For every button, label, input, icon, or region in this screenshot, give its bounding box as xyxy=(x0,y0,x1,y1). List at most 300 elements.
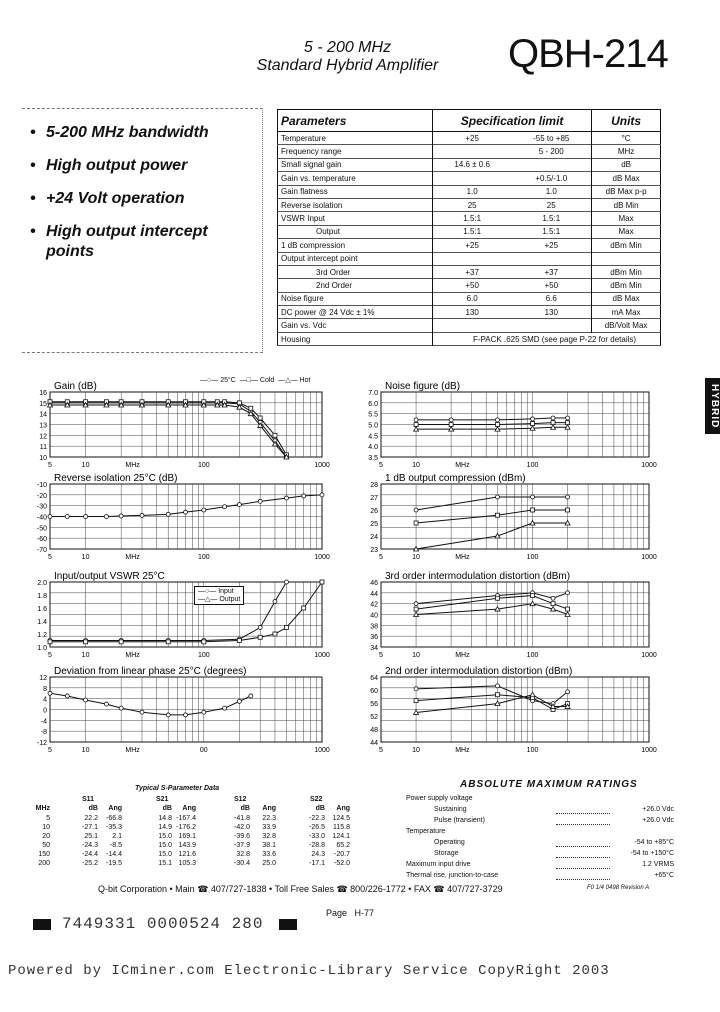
y-tick-label: 1.8 xyxy=(37,593,47,600)
data-point xyxy=(166,713,170,717)
spec-row xyxy=(278,279,661,292)
sparam-cell: 20 xyxy=(42,833,50,840)
legend-line-icon: —○— xyxy=(198,588,217,595)
sparam-cell: 25.0 xyxy=(262,860,276,867)
sparam-cell: 15.0 xyxy=(158,842,172,849)
rating-value: 1.2 VRMS xyxy=(642,861,674,868)
y-tick-label: -8 xyxy=(40,729,47,737)
sparam-cell: 200 xyxy=(38,860,50,867)
data-point xyxy=(104,702,108,706)
y-tick-label: 7.0 xyxy=(368,390,378,397)
y-tick-label: 36 xyxy=(370,634,378,642)
data-point xyxy=(495,495,499,499)
rating-label: Sustaining xyxy=(434,806,467,813)
spec-row xyxy=(278,172,661,185)
chart xyxy=(351,568,659,667)
data-point xyxy=(183,713,187,717)
x-tick-label: 5 xyxy=(379,652,383,659)
x-tick-label: 100 xyxy=(526,747,539,754)
spec-row xyxy=(278,306,661,319)
spec-cell: 3rd Order xyxy=(316,267,351,277)
spec-row xyxy=(278,265,661,278)
spec-cell: 1.5:1 xyxy=(511,225,591,238)
x-tick-label: 1000 xyxy=(641,747,657,754)
subtitle-frequency: 5 - 200 MHz xyxy=(303,39,392,56)
y-tick-label: 10 xyxy=(39,455,47,462)
spec-cell: 130 xyxy=(433,306,512,319)
spec-cell: dBm Min xyxy=(610,240,642,250)
contact-line: Q-bit Corporation • Main ☎ 407/727-1838 • Toll Free Sales ☎ 800/226-1772 • FAX ☎ 407/727-3729 xyxy=(98,884,503,894)
sparam-cell: 169.1 xyxy=(178,833,196,840)
x-tick-label: 5 xyxy=(48,652,52,659)
revision: F0 1/4 0498 Revision A xyxy=(587,885,650,891)
spec-cell: DC power @ 24 Vdc ± 1% xyxy=(281,307,375,317)
spec-cell: dB Max xyxy=(612,173,640,183)
sparam-cell: -17.1 xyxy=(309,860,325,867)
chart-title: Noise figure (dB) xyxy=(385,381,461,392)
sparam-cell: 10 xyxy=(42,824,50,831)
spec-row xyxy=(278,319,661,332)
spec-cell: dB Max p-p xyxy=(605,187,647,197)
sparam-cell: -66.8 xyxy=(106,815,122,822)
spec-row xyxy=(278,332,661,345)
sparam-title: Typical S-Parameter Data xyxy=(135,785,220,792)
data-point xyxy=(223,505,227,509)
x-tick-label: 5 xyxy=(379,747,383,754)
rating-value: +26.0 Vdc xyxy=(642,806,674,813)
spec-cell: Housing xyxy=(281,334,311,344)
sparam-col-header: dB xyxy=(315,805,325,812)
spec-cell: +37 xyxy=(433,265,512,278)
x-tick-label: MHz xyxy=(455,747,470,754)
sparam-cell: -27.1 xyxy=(82,824,98,831)
y-tick-label: 16 xyxy=(39,390,47,397)
spec-cell: 5 - 200 xyxy=(511,145,591,158)
spec-cell: dB xyxy=(621,160,631,170)
data-point xyxy=(414,699,418,703)
spec-cell: Max xyxy=(618,227,634,237)
sparam-cell: -167.4 xyxy=(176,815,196,822)
x-tick-label: 10 xyxy=(412,747,420,754)
x-tick-label: 100 xyxy=(197,554,210,561)
x-tick-label: 100 xyxy=(526,652,539,659)
data-point xyxy=(566,607,570,611)
rating-label: Thermal rise, junction-to-case xyxy=(406,872,499,879)
col-header: Specification limit xyxy=(433,110,592,132)
legend-line-icon: —○— xyxy=(200,377,219,384)
data-point xyxy=(302,494,306,498)
data-point xyxy=(249,694,253,698)
y-tick-label: 12 xyxy=(39,675,47,682)
spec-cell: Max xyxy=(618,214,634,224)
sparam-col-header: Ang xyxy=(262,805,276,812)
data-point xyxy=(495,596,499,600)
data-point xyxy=(531,594,535,598)
y-tick-label: 4 xyxy=(43,696,47,704)
chart xyxy=(20,663,332,762)
sparam-cell: -176.2 xyxy=(176,824,196,831)
sparam-group-header: S11 xyxy=(82,796,95,803)
spec-cell: Gain flatness xyxy=(281,187,328,197)
y-tick-label: -4 xyxy=(40,718,47,726)
y-tick-label: 8 xyxy=(43,685,47,693)
feature-item: • High output intercept points xyxy=(30,223,208,260)
spec-row xyxy=(278,132,661,145)
sparam-col-header: dB xyxy=(240,805,250,812)
data-point xyxy=(414,607,418,611)
data-point xyxy=(258,416,262,420)
side-tab: HYBRID xyxy=(705,378,720,434)
x-tick-label: 10 xyxy=(412,462,420,469)
spec-row xyxy=(278,239,661,252)
spec-cell: dB Max xyxy=(612,294,640,304)
chart-title: Deviation from linear phase 25°C (degrees) xyxy=(54,666,247,677)
data-point xyxy=(273,632,277,636)
chart xyxy=(351,663,659,762)
y-tick-label: 52 xyxy=(370,714,378,721)
spec-cell: +25 xyxy=(433,132,512,145)
y-tick-label: 5.0 xyxy=(368,422,378,430)
rating-label: Operating xyxy=(434,839,465,846)
series-line xyxy=(416,497,568,510)
data-point xyxy=(414,418,418,422)
y-tick-label: 4.5 xyxy=(368,433,378,441)
data-point xyxy=(119,706,123,710)
chart xyxy=(20,568,332,667)
legend-line-icon: —△— xyxy=(278,377,298,384)
y-tick-label: 23 xyxy=(370,547,378,554)
x-tick-label: 5 xyxy=(379,554,383,561)
y-tick-label: 38 xyxy=(370,623,378,631)
spec-cell: Gain vs. Vdc xyxy=(281,321,327,331)
rating-row xyxy=(406,872,678,883)
data-point xyxy=(258,635,262,639)
sparam-cell: 33.9 xyxy=(262,824,276,831)
data-point xyxy=(237,699,241,703)
sparam-col-header: dB xyxy=(88,805,98,812)
sparam-col-header: Ang xyxy=(336,805,350,812)
data-point xyxy=(414,521,418,525)
sparam-cell: 15.0 xyxy=(158,851,172,858)
y-tick-label: 5.5 xyxy=(368,411,378,419)
gain-legend: —○— 25°C —□— Cold —△— Hot xyxy=(200,377,311,384)
chart-title: Gain (dB) xyxy=(54,381,97,392)
leader-dots xyxy=(556,846,610,847)
data-point xyxy=(273,433,277,437)
legend-line-icon: —□— xyxy=(239,377,258,384)
chart xyxy=(20,378,332,477)
y-tick-label: 14 xyxy=(39,411,47,419)
col-header: Units xyxy=(611,113,642,128)
data-point xyxy=(237,639,241,643)
leader-dots xyxy=(556,813,610,814)
y-tick-label: -50 xyxy=(36,525,47,533)
x-tick-label: 10 xyxy=(81,652,90,659)
x-tick-label: 1000 xyxy=(314,652,330,659)
rating-row xyxy=(406,850,678,861)
sparam-col-header: Ang xyxy=(182,805,196,812)
sparam-cell: -25.2 xyxy=(82,860,98,867)
spec-cell: Noise figure xyxy=(281,294,324,304)
spec-cell: Frequency range xyxy=(281,147,342,157)
data-point xyxy=(566,690,570,694)
y-tick-label: -60 xyxy=(36,536,47,544)
series-line xyxy=(416,427,568,429)
rating-value: +26.0 Vdc xyxy=(642,817,674,824)
x-tick-label: 10 xyxy=(412,554,420,561)
data-point xyxy=(495,513,499,517)
spec-cell: +25 xyxy=(433,239,512,252)
leader-dots xyxy=(556,879,610,880)
x-tick-label: MHz xyxy=(125,462,140,469)
x-tick-label: 1000 xyxy=(641,652,657,659)
y-tick-label: 13 xyxy=(39,422,47,430)
spec-cell: +50 xyxy=(433,279,512,292)
subtitle-product: Standard Hybrid Amplifier xyxy=(256,57,439,74)
spec-cell: dB Min xyxy=(613,200,639,210)
x-tick-label: 00 xyxy=(199,747,208,754)
series-line xyxy=(416,523,568,549)
sparam-group-header: S22 xyxy=(310,796,323,803)
sparam-cell: -19.5 xyxy=(106,860,122,867)
y-tick-label: 1.4 xyxy=(37,619,47,626)
spec-row xyxy=(278,185,661,198)
spec-cell: +50 xyxy=(511,279,591,292)
rating-label: Power supply voltage xyxy=(406,795,473,802)
y-tick-label: 12 xyxy=(39,433,47,441)
spec-row xyxy=(278,225,661,238)
y-tick-label: -30 xyxy=(36,503,47,511)
y-tick-label: 1.0 xyxy=(37,645,47,652)
spec-cell xyxy=(511,252,591,265)
x-tick-label: MHz xyxy=(125,652,140,659)
sparam-cell: 50 xyxy=(42,842,50,849)
sparam-cell: -37.9 xyxy=(234,842,250,849)
data-point xyxy=(84,698,88,702)
vswr-legend: —○— Input —△— Output xyxy=(194,586,244,605)
sparam-cell: 105.3 xyxy=(178,860,196,867)
data-point xyxy=(273,600,277,604)
sparam-cell: 24.3 xyxy=(311,851,325,858)
data-point xyxy=(495,418,499,422)
sparam-cell: 115.8 xyxy=(333,824,350,831)
spec-cell: 1.0 xyxy=(433,185,512,198)
x-tick-label: 100 xyxy=(197,652,210,659)
spec-cell: 6.6 xyxy=(511,292,591,305)
rating-value: +65°C xyxy=(654,872,674,879)
spec-cell: dB/Volt Max xyxy=(604,321,648,331)
chart xyxy=(351,470,659,569)
data-point xyxy=(495,684,499,688)
x-tick-label: 10 xyxy=(81,462,90,469)
x-tick-label: 10 xyxy=(81,554,90,561)
x-tick-label: 5 xyxy=(48,462,52,469)
spec-cell: VSWR Input xyxy=(281,214,326,224)
rating-value: -54 to +150°C xyxy=(630,850,674,857)
sparam-cell: -33.0 xyxy=(309,833,325,840)
data-point xyxy=(258,499,262,503)
data-point xyxy=(531,495,535,499)
leader-dots xyxy=(556,824,610,825)
sparam-cell: -26.5 xyxy=(309,824,325,831)
y-tick-label: -12 xyxy=(36,740,47,747)
sparam-cell: 124.1 xyxy=(332,833,350,840)
model-number: QBH-214 xyxy=(508,32,668,76)
data-point xyxy=(104,515,108,519)
barcode-block-icon xyxy=(279,919,297,930)
rating-label: Storage xyxy=(434,850,459,857)
x-tick-label: 5 xyxy=(48,554,52,561)
y-tick-label: 28 xyxy=(370,482,378,489)
data-point xyxy=(202,640,206,644)
sparam-group-header: S12 xyxy=(234,796,247,803)
y-tick-label: 34 xyxy=(370,645,378,652)
sparam-cell: 22.2 xyxy=(84,815,98,822)
sparam-cell: -42.0 xyxy=(234,824,250,831)
data-point xyxy=(140,513,144,517)
sparam-cell: 33.6 xyxy=(262,851,276,858)
y-tick-label: 3.5 xyxy=(368,455,378,462)
leader-dots xyxy=(556,868,610,869)
spec-cell: Output xyxy=(316,227,341,237)
chart-title: Reverse isolation 25°C (dB) xyxy=(54,473,178,484)
y-tick-label: 1.2 xyxy=(37,632,47,639)
y-tick-label: 27 xyxy=(370,495,378,502)
series-line xyxy=(416,593,568,604)
spec-cell: +37 xyxy=(511,265,591,278)
series-line xyxy=(416,418,568,420)
y-tick-label: -20 xyxy=(36,492,47,500)
x-tick-label: MHz xyxy=(455,652,470,659)
sparam-cell: -52.0 xyxy=(334,860,350,867)
sparam-cell: 14.8 xyxy=(158,815,172,822)
spec-cell: mA Max xyxy=(611,307,641,317)
data-point xyxy=(65,694,69,698)
y-tick-label: 60 xyxy=(370,688,378,695)
spec-cell: 25 xyxy=(511,198,591,211)
spec-cell: 1.0 xyxy=(511,185,591,198)
series-line xyxy=(50,693,251,715)
spec-row xyxy=(278,145,661,158)
feature-item: • High output power xyxy=(30,157,188,174)
data-point xyxy=(566,508,570,512)
data-point xyxy=(119,514,123,518)
rating-label: Pulse (transient) xyxy=(434,817,485,824)
spec-cell xyxy=(511,319,591,332)
spec-cell: Reverse isolation xyxy=(281,200,343,210)
spec-cell xyxy=(433,172,512,185)
y-tick-label: 56 xyxy=(370,701,378,708)
sparam-group-header: S21 xyxy=(156,796,169,803)
x-tick-label: 1000 xyxy=(314,747,330,754)
leader-dots xyxy=(556,857,610,858)
y-tick-label: -10 xyxy=(36,482,47,489)
ratings-title: ABSOLUTE MAXIMUM RATINGS xyxy=(460,779,638,790)
x-tick-label: 10 xyxy=(412,652,420,659)
data-point xyxy=(84,640,88,644)
sparam-cell: 25.1 xyxy=(84,833,98,840)
chart-title: 1 dB output compression (dBm) xyxy=(385,473,526,484)
series-line xyxy=(416,423,568,425)
data-point xyxy=(414,687,418,691)
data-point xyxy=(284,496,288,500)
rating-row xyxy=(406,839,678,850)
data-point xyxy=(320,580,324,584)
sparam-cell: -28.8 xyxy=(309,842,325,849)
data-point xyxy=(249,406,253,410)
sparam-cell: 5 xyxy=(46,815,50,822)
data-point xyxy=(258,626,262,630)
sparam-cell: 2.1 xyxy=(112,833,122,840)
data-point xyxy=(530,692,535,697)
spec-cell: 14.6 ± 0.6 xyxy=(433,158,512,171)
x-tick-label: 10 xyxy=(81,747,90,754)
feature-item: • +24 Volt operation xyxy=(30,190,185,207)
sparam-cell: 15.0 xyxy=(158,833,172,840)
x-tick-label: MHz xyxy=(455,462,470,469)
spec-row xyxy=(278,212,661,225)
sparam-cell: 124.5 xyxy=(332,815,350,822)
data-point xyxy=(302,606,306,610)
y-tick-label: 11 xyxy=(39,444,47,452)
data-point xyxy=(449,418,453,422)
x-tick-label: 5 xyxy=(379,462,383,469)
data-point xyxy=(414,508,418,512)
sparam-cell: -41.8 xyxy=(234,815,250,822)
data-point xyxy=(140,710,144,714)
sparam-cell: -30.4 xyxy=(234,860,250,867)
sparam-cell: -35.3 xyxy=(106,824,122,831)
barcode-number: 7449331 0000524 280 xyxy=(62,915,264,933)
data-point xyxy=(284,580,288,584)
data-point xyxy=(166,640,170,644)
spec-cell: dBm Min xyxy=(610,267,642,277)
x-tick-label: 100 xyxy=(526,554,539,561)
data-point xyxy=(119,640,123,644)
data-point xyxy=(566,416,570,420)
chart-title: Input/output VSWR 25°C xyxy=(54,571,165,582)
x-tick-label: MHz xyxy=(125,747,140,754)
data-point xyxy=(551,416,555,420)
spec-cell xyxy=(433,252,512,265)
y-tick-label: 48 xyxy=(370,727,378,734)
data-point xyxy=(551,596,555,600)
y-tick-label: 44 xyxy=(370,590,378,598)
x-tick-label: 1000 xyxy=(641,554,657,561)
spec-cell: °C xyxy=(621,133,631,143)
copyright: Powered by ICminer.com Electronic-Library Service CopyRight 2003 xyxy=(8,963,610,979)
sparam-cell: -14.4 xyxy=(106,851,122,858)
feature-item: • 5-200 MHz bandwidth xyxy=(30,124,209,141)
sparam-cell: -24.4 xyxy=(82,851,98,858)
spec-row xyxy=(278,158,661,171)
sparam-cell: 22.3 xyxy=(262,815,276,822)
y-tick-label: 24 xyxy=(370,534,378,541)
spec-cell xyxy=(511,158,591,171)
spec-cell: +25 xyxy=(511,239,591,252)
spec-cell: +0.5/-1.0 xyxy=(511,172,591,185)
y-tick-label: -70 xyxy=(36,547,47,554)
spec-cell: 2nd Order xyxy=(316,280,353,290)
sparam-cell: 143.9 xyxy=(178,842,196,849)
y-tick-label: 1.6 xyxy=(37,606,47,613)
spec-cell: F-PACK .625 SMD (see page P-22 for details) xyxy=(433,332,661,345)
spec-cell: -55 to +85 xyxy=(511,132,591,145)
chart xyxy=(351,378,659,477)
spec-cell: 25 xyxy=(433,198,512,211)
y-tick-label: 44 xyxy=(370,740,378,747)
sparam-col-header: MHz xyxy=(35,805,50,812)
